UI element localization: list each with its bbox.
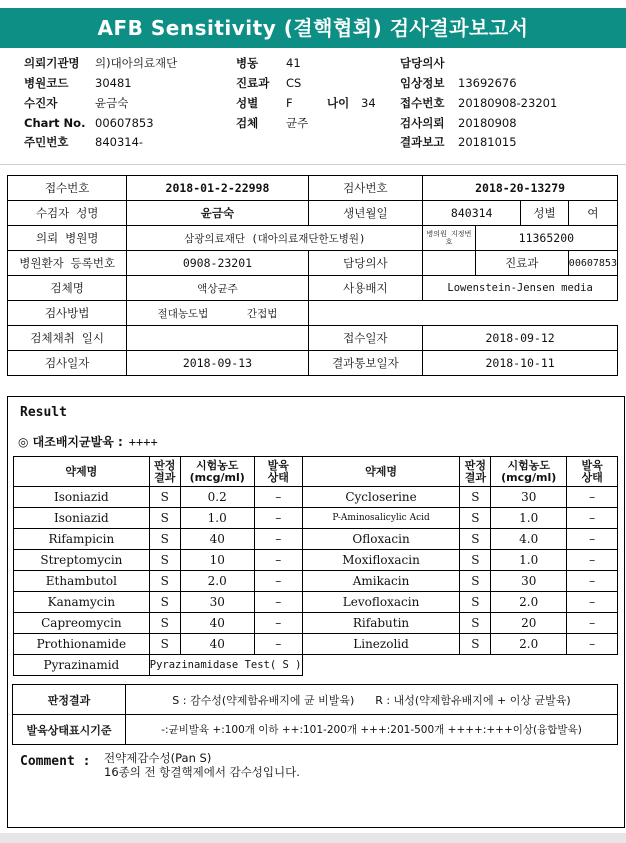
drug-growth: – <box>567 529 618 550</box>
header-col1-1-label: 병원코드 <box>24 76 69 90</box>
pza-name: Pyrazinamid <box>14 655 150 676</box>
drug-col-header: 판정 결과 <box>149 457 180 487</box>
divider <box>0 164 626 165</box>
drug-conc: 40 <box>180 529 254 550</box>
drug-conc: 4.0 <box>491 529 567 550</box>
collect-date-label: 검체채취 일시 <box>8 326 127 351</box>
drug-name: Levofloxacin <box>302 592 460 613</box>
drug-row <box>14 613 618 634</box>
drug-growth: – <box>254 571 302 592</box>
header-col3-3-value: 20180908 <box>458 116 517 130</box>
drug-result: S <box>149 508 180 529</box>
header-col2-3-value: 균주 <box>286 116 309 130</box>
drug-col-header: 발육 상태 <box>254 457 302 487</box>
birth: 840314 <box>423 201 521 226</box>
drug-col-header: 시험농도 (mcg/ml) <box>180 457 254 487</box>
drug-conc: 40 <box>180 634 254 655</box>
drug-row <box>14 487 618 508</box>
report-date: 2018-10-11 <box>423 351 618 376</box>
drug-growth: – <box>254 613 302 634</box>
drug-result: S <box>149 634 180 655</box>
drug-conc: 30 <box>491 487 567 508</box>
drug-growth: – <box>254 550 302 571</box>
header-col2-0-label: 병동 <box>236 56 259 70</box>
drug-name: Kanamycin <box>14 592 150 613</box>
header-col3-2-label: 접수번호 <box>400 96 445 110</box>
drug-conc: 20 <box>491 613 567 634</box>
drug-growth: – <box>254 592 302 613</box>
drug-row <box>14 634 618 655</box>
drug-name: Rifabutin <box>302 613 460 634</box>
header-col1-2-label: 수진자 <box>24 96 58 110</box>
reception-no-label: 접수번호 <box>8 176 127 201</box>
receipt-date-label: 접수일자 <box>308 326 423 351</box>
drug-conc: 1.0 <box>180 508 254 529</box>
header-col1-3-value: 00607853 <box>95 116 154 130</box>
drug-conc: 2.0 <box>491 634 567 655</box>
hosp-patient-no: 0908-23201 <box>127 251 308 276</box>
patient-name: 윤금숙 <box>127 201 308 226</box>
drug-name: Linezolid <box>302 634 460 655</box>
drug-conc: 30 <box>491 571 567 592</box>
header-col3-4-label: 결과보고 <box>400 135 445 149</box>
drug-growth: – <box>254 508 302 529</box>
drug-name: Amikacin <box>302 571 460 592</box>
drug-row <box>14 571 618 592</box>
drug-col-header: 발육 상태 <box>567 457 618 487</box>
drug-name: Streptomycin <box>14 550 150 571</box>
drug-result: S <box>460 487 491 508</box>
dept-label: 진료과 <box>475 251 568 276</box>
drug-col-header: 약제명 <box>14 457 150 487</box>
drug-conc: 30 <box>180 592 254 613</box>
drug-growth: – <box>254 634 302 655</box>
legend-table <box>12 684 618 745</box>
header-col2-2-value: F <box>286 96 293 110</box>
header-col1-3-label: Chart No. <box>24 116 86 130</box>
drug-growth: – <box>567 487 618 508</box>
comment-line-1: 전약제감수성(Pan S) <box>104 751 212 765</box>
empty-cell <box>308 301 617 326</box>
comment-label: Comment : <box>20 754 91 769</box>
header-age-value: 34 <box>361 96 376 110</box>
comment-line-2: 16종의 전 항결핵제에서 감수성입니다. <box>104 765 300 779</box>
test-date: 2018-09-13 <box>127 351 308 376</box>
drug-conc: 40 <box>180 613 254 634</box>
hospital-code-label: 병의원 지정번호 <box>423 226 476 251</box>
patient-info-table <box>7 175 618 376</box>
drug-name: Isoniazid <box>14 508 150 529</box>
drug-result: S <box>149 550 180 571</box>
control-growth-label: ◎ 대조배지균발육 : <box>18 435 123 449</box>
drug-row <box>14 529 618 550</box>
test-no-label: 검사번호 <box>308 176 423 201</box>
drug-conc: 0.2 <box>180 487 254 508</box>
drug-result: S <box>460 529 491 550</box>
header-col2-3-label: 검체 <box>236 116 259 130</box>
hosp-patient-no-label: 병원환자 등록번호 <box>8 251 127 276</box>
header-col1-2-value: 윤금숙 <box>95 96 129 110</box>
report-title: AFB Sensitivity (결핵협회) 검사결과보고서 <box>0 8 626 48</box>
drug-growth: – <box>567 508 618 529</box>
drug-result: S <box>460 550 491 571</box>
comment-text <box>104 751 300 779</box>
reception-no: 2018-01-2-22998 <box>127 176 308 201</box>
control-growth-value: ++++ <box>128 435 158 449</box>
medium: Lowenstein-Jensen media <box>423 276 618 301</box>
drug-name: Moxifloxacin <box>302 550 460 571</box>
method-label: 검사방법 <box>8 301 127 326</box>
header-col1-0-value: 의)대아의료재단 <box>95 56 178 70</box>
birth-label: 생년월일 <box>308 201 423 226</box>
header-col3-0-label: 담당의사 <box>400 56 445 70</box>
drug-col-header: 시험농도 (mcg/ml) <box>491 457 567 487</box>
header-col3-2-value: 20180908-23201 <box>458 96 558 110</box>
header-age-label: 나이 <box>327 96 350 110</box>
test-no: 2018-20-13279 <box>423 176 618 201</box>
hospital-code: 11365200 <box>475 226 617 251</box>
header-col1-0-label: 의뢰기관명 <box>24 56 80 70</box>
medium-label: 사용배지 <box>308 276 423 301</box>
drug-name: Prothionamide <box>14 634 150 655</box>
patient-name-label: 수검자 성명 <box>8 201 127 226</box>
header-col1-4-label: 주민번호 <box>24 135 69 149</box>
receipt-date: 2018-09-12 <box>423 326 618 351</box>
drug-result: S <box>149 571 180 592</box>
drug-row <box>14 550 618 571</box>
drug-result: S <box>149 613 180 634</box>
method-absolute: 절대농도법 <box>157 307 209 320</box>
drug-name: P-Aminosalicylic Acid <box>302 508 460 529</box>
drug-result: S <box>460 571 491 592</box>
doctor-label: 담당의사 <box>308 251 423 276</box>
drug-growth: – <box>254 529 302 550</box>
hospital-label: 의뢰 병원명 <box>8 226 127 251</box>
drug-name: Ofloxacin <box>302 529 460 550</box>
header-col1-1-value: 30481 <box>95 76 132 90</box>
header-col3-1-label: 임상정보 <box>400 76 445 90</box>
growth-criteria-value: -:균비발육 +:100개 이하 ++:101-200개 +++:201-500개 ++++:+++이상(융합발육) <box>126 715 618 745</box>
drug-name: Cycloserine <box>302 487 460 508</box>
drug-result: S <box>460 634 491 655</box>
drug-row <box>14 592 618 613</box>
drug-result: S <box>149 592 180 613</box>
header-col3-4-value: 20181015 <box>458 135 517 149</box>
header-col3-1-value: 13692676 <box>458 76 517 90</box>
result-section <box>7 396 625 828</box>
drug-result: S <box>460 508 491 529</box>
method-indirect: 간접법 <box>246 307 278 320</box>
header-col2-2-label: 성별 <box>236 96 259 110</box>
drug-conc: 1.0 <box>491 508 567 529</box>
header-col2-1-value: CS <box>286 76 302 90</box>
header-col2-0-value: 41 <box>286 56 301 70</box>
header-col1-4-value: 840314- <box>95 135 144 149</box>
doctor <box>423 251 476 276</box>
sex: 여 <box>568 201 617 226</box>
drug-conc: 10 <box>180 550 254 571</box>
drug-growth: – <box>567 571 618 592</box>
header-col3-3-label: 검사의뢰 <box>400 116 445 130</box>
pza-empty <box>302 655 617 676</box>
drug-growth: – <box>567 592 618 613</box>
collect-date <box>127 326 308 351</box>
pza-result: Pyrazinamidase Test( S ) <box>149 655 302 676</box>
pza-row <box>14 655 618 676</box>
drug-name: Isoniazid <box>14 487 150 508</box>
drug-result: S <box>460 592 491 613</box>
drug-conc: 1.0 <box>491 550 567 571</box>
specimen: 액상균주 <box>127 276 308 301</box>
method <box>127 301 308 326</box>
drug-result: S <box>460 613 491 634</box>
specimen-label: 검체명 <box>8 276 127 301</box>
drug-name: Capreomycin <box>14 613 150 634</box>
sex-label: 성별 <box>521 201 569 226</box>
drug-conc: 2.0 <box>491 592 567 613</box>
control-growth <box>18 433 158 450</box>
drug-name: Ethambutol <box>14 571 150 592</box>
result-label: Result <box>20 405 67 420</box>
drug-table <box>13 456 618 676</box>
drug-row <box>14 508 618 529</box>
drug-growth: – <box>567 634 618 655</box>
judgement-label: 판정결과 <box>13 685 126 715</box>
drug-result: S <box>149 487 180 508</box>
drug-col-header: 판정 결과 <box>460 457 491 487</box>
header-col2-1-label: 진료과 <box>236 76 270 90</box>
footer-bar <box>0 833 626 843</box>
drug-result: S <box>149 529 180 550</box>
drug-name: Rifampicin <box>14 529 150 550</box>
test-date-label: 검사일자 <box>8 351 127 376</box>
dept: 00607853 <box>568 251 617 276</box>
drug-conc: 2.0 <box>180 571 254 592</box>
hospital-name: 삼광의료재단 (대아의료재단한도병원) <box>127 226 423 251</box>
drug-growth: – <box>567 550 618 571</box>
report-date-label: 결과통보일자 <box>308 351 423 376</box>
drug-col-header: 약제명 <box>302 457 460 487</box>
drug-growth: – <box>254 487 302 508</box>
growth-criteria-label: 발육상태표시기준 <box>13 715 126 745</box>
judgement-value: S : 감수성(약제함유배지에 균 비발육) R : 내성(약제함유배지에 + 이상 균발육) <box>126 685 618 715</box>
drug-growth: – <box>567 613 618 634</box>
